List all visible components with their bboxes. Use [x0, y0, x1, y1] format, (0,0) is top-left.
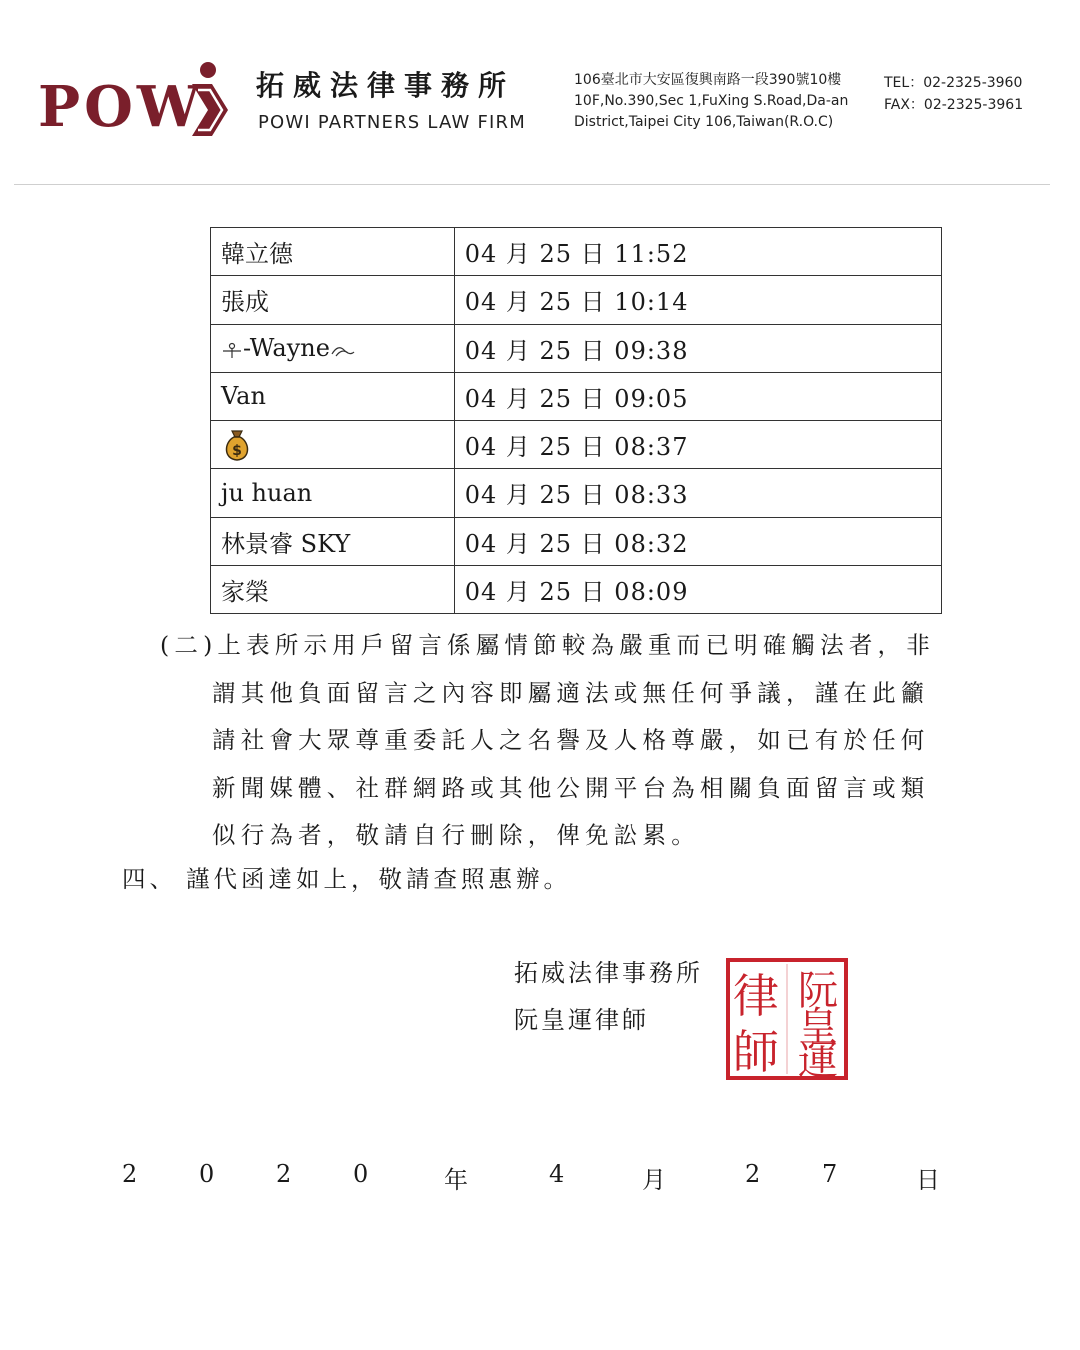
address-line: District,Taipei City 106,Taiwan(R.O.C) — [574, 114, 834, 130]
fax-number: FAX：02-2325-3961 — [884, 97, 1024, 113]
firm-contact — [884, 72, 1023, 116]
date-digit: 0 — [199, 1160, 215, 1188]
paragraph-line: 新聞媒體、社群網路或其他公開平台為相關負面留言或類 — [212, 773, 930, 802]
item-four — [122, 860, 571, 894]
money-bag-icon — [221, 428, 253, 462]
user-cell: 林景睿 SKY — [211, 517, 455, 565]
user-cell: 家榮 — [211, 565, 455, 613]
time-cell: 04 月 25 日 09:38 — [454, 324, 941, 372]
time-cell: 04 月 25 日 08:37 — [454, 421, 941, 469]
svg-text:$: $ — [232, 442, 242, 459]
logo-text: POW — [38, 74, 204, 140]
date-digit: 2 — [122, 1160, 138, 1188]
date-day-label: 日 — [916, 1166, 940, 1194]
table-row — [211, 228, 942, 276]
item-number: 四、 — [122, 865, 177, 893]
firm-address — [574, 70, 848, 133]
seal-char: 師 — [733, 1025, 779, 1079]
date-year-label: 年 — [444, 1166, 468, 1194]
seal-char: 運 — [798, 1038, 838, 1082]
paragraph-line: 謂其他負面留言之內容即屬適法或無任何爭議，謹在此籲 — [212, 678, 930, 707]
time-cell: 04 月 25 日 11:52 — [454, 228, 941, 276]
table-row — [211, 565, 942, 613]
signature-block — [514, 950, 703, 1044]
date-digit: 0 — [353, 1160, 369, 1188]
user-cell: 張成 — [211, 276, 455, 324]
comments-table — [210, 227, 942, 614]
item-text: 謹代函達如上，敬請查照惠辦。 — [186, 865, 571, 893]
firm-name-cn: 拓威法律事務所 — [256, 69, 516, 102]
time-cell: 04 月 25 日 10:14 — [454, 276, 941, 324]
address-line: 106臺北市大安區復興南路一段390號10樓 — [574, 72, 842, 88]
table-row — [211, 469, 942, 517]
flourish-icon — [221, 340, 243, 360]
table-row — [211, 276, 942, 324]
date-digit: 2 — [745, 1160, 761, 1188]
time-cell: 04 月 25 日 09:05 — [454, 372, 941, 420]
user-cell: ju huan — [211, 469, 455, 517]
signature-firm: 拓威法律事務所 — [514, 959, 703, 987]
user-cell: Van — [211, 372, 455, 420]
seal-char: 律 — [733, 969, 779, 1023]
header-divider — [14, 184, 1050, 185]
table-row — [211, 324, 942, 372]
firm-name-en: POWI PARTNERS LAW FIRM — [258, 112, 526, 133]
time-cell: 04 月 25 日 08:09 — [454, 565, 941, 613]
table-row — [211, 372, 942, 420]
table-row — [211, 421, 942, 469]
user-cell: 韓立德 — [211, 228, 455, 276]
paragraph-line: 請社會大眾尊重委託人之名譽及人格尊嚴，如已有於任何 — [212, 726, 930, 754]
wave-flourish-icon — [330, 342, 356, 358]
user-name: -Wayne — [243, 334, 330, 363]
logo-mark-icon — [188, 60, 248, 140]
paragraph-line: (二)上表所示用戶留言係屬情節較為嚴重而已明確觸法者，非 — [160, 631, 935, 659]
user-cell — [211, 324, 455, 372]
paragraph-two — [160, 622, 960, 860]
firm-logo — [38, 60, 238, 140]
address-line: 10F,No.390,Sec 1,FuXing S.Road,Da-an — [574, 93, 849, 109]
time-cell: 04 月 25 日 08:33 — [454, 469, 941, 517]
signature-lawyer: 阮皇運律師 — [514, 1006, 649, 1034]
paragraph-line: 似行為者，敬請自行刪除，俾免訟累。 — [212, 821, 700, 849]
lawyer-seal-stamp — [724, 956, 850, 1082]
tel-number: TEL：02-2325-3960 — [884, 75, 1023, 91]
user-cell — [211, 421, 455, 469]
table-row — [211, 517, 942, 565]
seal-char: 皇 — [798, 1004, 838, 1050]
date-digit: 7 — [822, 1160, 838, 1188]
date-digit: 2 — [276, 1160, 292, 1188]
date-month-label: 月 — [642, 1166, 666, 1194]
date-digit: 4 — [549, 1160, 565, 1188]
seal-char: 阮 — [798, 968, 838, 1014]
time-cell: 04 月 25 日 08:32 — [454, 517, 941, 565]
